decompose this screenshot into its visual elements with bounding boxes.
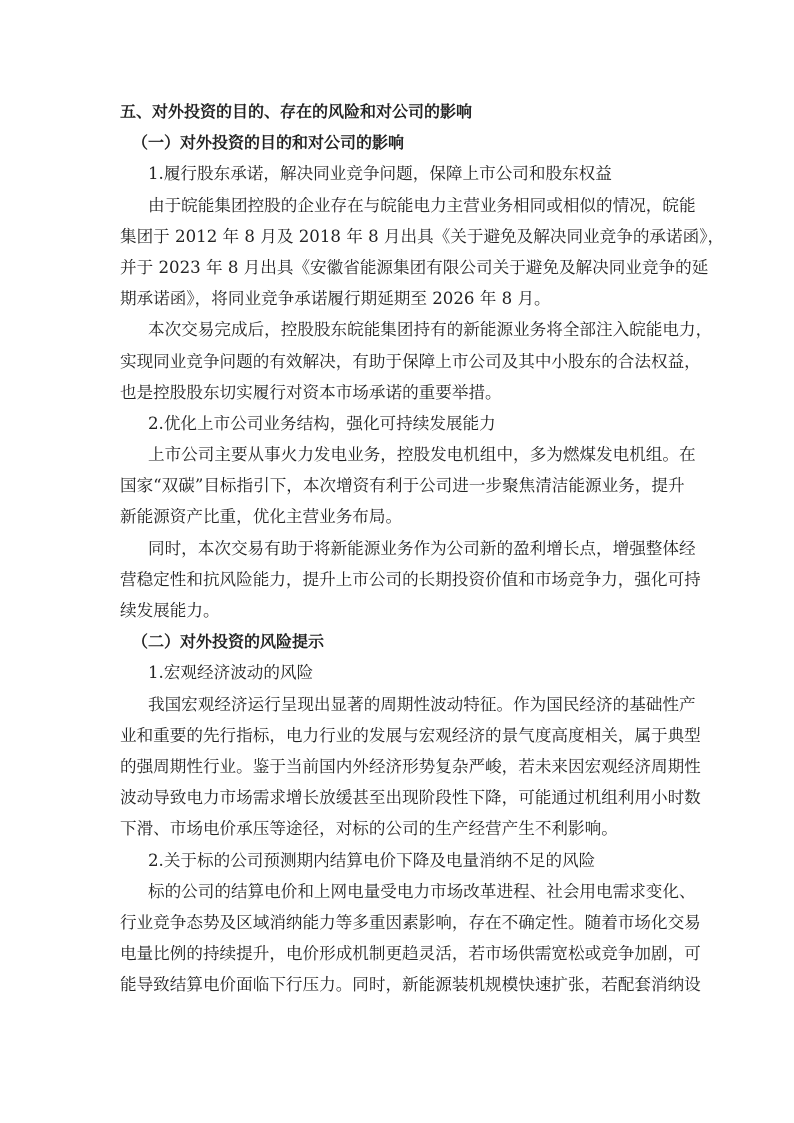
paragraph-line: 电量比例的持续提升，电价形成机制更趋灵活，若市场供需宽松或竞争加剧，可 xyxy=(120,944,701,964)
paragraph-line: 集团于 2012 年 8 月及 2018 年 8 月出具《关于避免及解决同业竞争的承诺函》， xyxy=(120,226,725,246)
paragraph-line: 标的公司的结算电价和上网电量受电力市场改革进程、社会用电需求变化、 xyxy=(148,881,696,901)
paragraph-line: 能导致结算电价面临下行压力。同时，新能源装机规模快速扩张，若配套消纳设 xyxy=(120,975,701,995)
paragraph-line: 由于皖能集团控股的企业存在与皖能电力主营业务相同或相似的情况，皖能 xyxy=(148,195,696,215)
paragraph xyxy=(120,533,701,627)
section-heading: 五、对外投资的目的、存在的风险和对公司的影响 xyxy=(120,102,473,121)
paragraph-line: 并于 2023 年 8 月出具《安徽省能源集团有限公司关于避免及解决同业竞争的延 xyxy=(120,257,709,277)
paragraph-line: 也是控股股东切实履行对资本市场承诺的重要举措。 xyxy=(120,382,502,402)
paragraph-line: 波动导致电力市场需求增长放缓甚至出现阶段性下降，可能通过机组利用小时数 xyxy=(120,788,701,808)
item-title: 1.宏观经济波动的风险 xyxy=(148,663,314,683)
paragraph-line: 业和重要的先行指标，电力行业的发展与宏观经济的景气度高度相关，属于典型 xyxy=(120,725,701,745)
item-title: 2.关于标的公司预测期内结算电价下降及电量消纳不足的风险 xyxy=(148,850,596,870)
paragraph-line: 同时，本次交易有助于将新能源业务作为公司新的盈利增长点，增强整体经 xyxy=(148,538,696,558)
paragraph-line: 续发展能力。 xyxy=(120,601,220,620)
document-page xyxy=(120,96,725,1000)
paragraph-line: 国家“双碳”目标指引下，本次增资有利于公司进一步聚焦清洁能源业务，提升 xyxy=(120,476,685,496)
paragraph xyxy=(120,439,696,533)
subsection-title: （二）对外投资的风险提示 xyxy=(132,632,325,652)
paragraph-line: 我国宏观经济运行呈现出显著的周期性波动特征。作为国民经济的基础性产 xyxy=(148,694,696,714)
item-title: 1.履行股东承诺，解决同业竞争问题，保障上市公司和股东权益 xyxy=(148,164,612,184)
paragraph-line: 期承诺函》，将同业竞争承诺履行期延期至 2026 年 8 月。 xyxy=(120,289,551,309)
subsection-title: （一）对外投资的目的和对公司的影响 xyxy=(132,133,405,153)
paragraph xyxy=(120,876,701,1001)
paragraph-line: 上市公司主要从事火力发电业务，控股发电机组中，多为燃煤发电机组。在 xyxy=(148,445,696,465)
paragraph xyxy=(120,689,701,845)
paragraph-line: 行业竞争态势及区域消纳能力等多重因素影响，存在不确定性。随着市场化交易 xyxy=(120,912,701,932)
paragraph-line: 的强周期性行业。鉴于当前国内外经济形势复杂严峻，若未来因宏观经济周期性 xyxy=(120,756,701,776)
paragraph-line: 新能源资产比重，优化主营业务布局。 xyxy=(120,507,403,527)
item-title: 2.优化上市公司业务结构，强化可持续发展能力 xyxy=(148,413,496,433)
paragraph-line: 本次交易完成后，控股股东皖能集团持有的新能源业务将全部注入皖能电力， xyxy=(148,320,713,340)
paragraph xyxy=(120,314,713,408)
paragraph xyxy=(120,190,725,315)
paragraph-line: 实现同业竞争问题的有效解决，有助于保障上市公司及其中小股东的合法权益， xyxy=(120,351,701,371)
paragraph-line: 营稳定性和抗风险能力，提升上市公司的长期投资价值和市场竞争力，强化可持 xyxy=(120,569,701,589)
paragraph-line: 下滑、市场电价承压等途径，对标的公司的生产经营产生不利影响。 xyxy=(120,819,618,839)
